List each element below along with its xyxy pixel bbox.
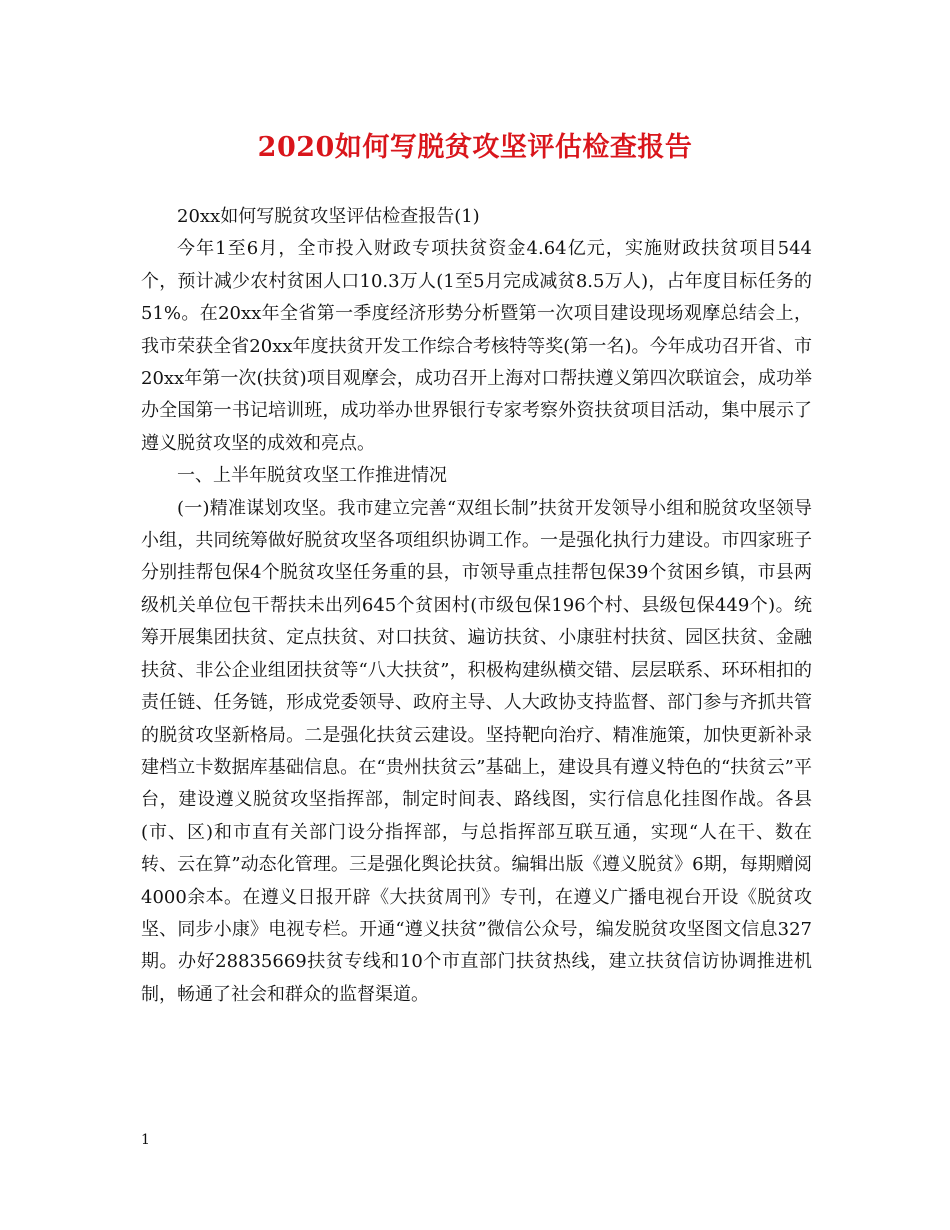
paragraph-precision-planning: (一)精准谋划攻坚。我市建立完善“双组长制”扶贫开发领导小组和脱贫攻坚领导小组，共同统筹做好脱贫攻坚各项组织协调工作。一是强化执行力建设。市四家班子分别挂帮包保4个脱贫攻坚任务重的县，市领导重点挂帮包保39个贫困乡镇，市县两级机关单位包干帮扶未出列645个贫困村(市级包保196个村、县级包保449个)。统筹开展集团扶贫、定点扶贫、对口扶贫、遍访扶贫、小康驻村扶贫、园区扶贫、金融扶贫、非公企业组团扶贫等“八大扶贫”，积极构建纵横交错、层层联系、环环相扣的责任链、任务链，形成党委领导、政府主导、人大政协支持监督、部门参与齐抓共管的脱贫攻坚新格局。二是强化扶贫云建设。坚持靶向治疗、精准施策，加快更新补录建档立卡数据库基础信息。在“贵州扶贫云”基础上，建设具有遵义特色的“扶贫云”平台，建设遵义脱贫攻坚指挥部，制定时间表、路线图，实行信息化挂图作战。各县(市、区)和市直有关部门设分指挥部，与总指挥部互联互通，实现“人在干、数在转、云在算”动态化管理。三是强化舆论扶贫。编辑出版《遵义脱贫》6期，每期赠阅4000余本。在遵义日报开辟《大扶贫周刊》专刊，在遵义广播电视台开设《脱贫攻坚、同步小康》电视专栏。开通“遵义扶贫”微信公众号，编发脱贫攻坚图文信息327期。办好28835669扶贫专线和10个市直部门扶贫热线，建立扶贫信访协调推进机制，畅通了社会和群众的监督渠道。 — [141, 497, 812, 1005]
document-body — [141, 201, 812, 1011]
section-heading: 一、上半年脱贫攻坚工作推进情况 — [177, 465, 447, 487]
document-title: 2020如何写脱贫攻坚评估检查报告 — [257, 132, 693, 163]
paragraph-overview: 今年1至6月，全市投入财政专项扶贫资金4.64亿元，实施财政扶贫项目544个，预计减少农村贫困人口10.3万人(1至5月完成减贫8.5万人)，占年度目标任务的51%。在20xx年全省第一季度经济形势分析暨第一次项目建设现场观摩总结会上，我市荣获全省20xx年度扶贫开发工作综合考核特等奖(第一名)。今年成功召开省、市20xx年第一次(扶贫)项目观摩会，成功召开上海对口帮扶遵义第四次联谊会，成功举办全国第一书记培训班，成功举办世界银行专家考察外资扶贫项目活动，集中展示了遵义脱贫攻坚的成效和亮点。 — [141, 238, 812, 454]
report-subtitle: 20xx如何写脱贫攻坚评估检查报告(1) — [177, 206, 480, 227]
page-number: 1 — [141, 1132, 150, 1148]
